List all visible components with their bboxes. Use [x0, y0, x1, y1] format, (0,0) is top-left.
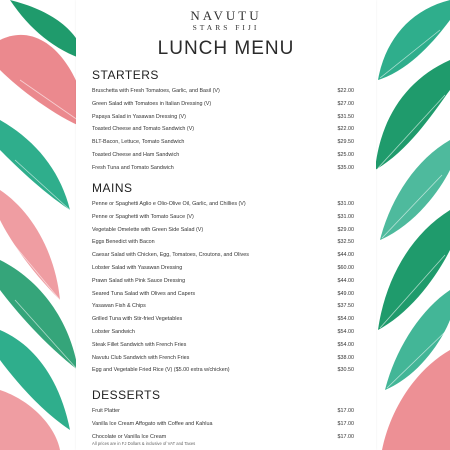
menu-card: [76, 0, 376, 450]
menu-item-name: Chocolate or Vanilla Ice Cream: [92, 434, 167, 441]
menu-item-price: $54.00: [337, 341, 354, 348]
menu-item-price: $17.00: [337, 421, 354, 428]
menu-item-row: [92, 339, 360, 351]
menu-item-name: Steak Fillet Sandwich with French Fries: [92, 341, 187, 348]
right-leaves: [375, 0, 450, 450]
menu-item-price: $17.00: [337, 434, 354, 441]
menu-item-name: Penne or Spaghetti with Tomato Sauce (V): [92, 213, 194, 220]
menu-item-name: Vegetable Omelette with Green Side Salad (V): [92, 226, 204, 233]
menu-item-price: $32.50: [337, 239, 354, 246]
menu-item-row: [92, 198, 360, 210]
menu-item-price: $54.00: [337, 316, 354, 323]
menu-item-row: [92, 85, 360, 97]
menu-item-name: BLT-Bacon, Lettuce, Tomato Sandwich: [92, 139, 185, 146]
menu-item-price: $44.00: [337, 277, 354, 284]
menu-item-price: $27.00: [337, 100, 354, 107]
menu-item-row: [92, 98, 360, 110]
menu-item-price: $22.00: [337, 126, 354, 133]
menu-item-name: Caesar Salad with Chicken, Egg, Tomatoes, Croutons, and Olives: [92, 252, 249, 259]
menu-item-price: $35.00: [337, 164, 354, 171]
menu-item-price: $37.50: [337, 303, 354, 310]
menu-item-price: $22.00: [337, 88, 354, 94]
menu-item-price: $30.50: [337, 367, 354, 374]
menu-item-price: $17.00: [337, 408, 354, 414]
menu-item-name: Yasawan Fish & Chips: [92, 303, 146, 310]
menu-item-row: [92, 300, 360, 312]
brand-name: NAVUTU: [190, 8, 262, 23]
menu-item-row: [92, 162, 360, 174]
menu-item-name: Papaya Salad in Yasawan Dressing (V): [92, 113, 186, 120]
menu-item-name: Seared Tuna Salad with Olives and Capers: [92, 290, 196, 297]
menu-item-price: $31.00: [337, 213, 354, 220]
menu-item-row: [92, 136, 360, 148]
menu-item-row: [92, 123, 360, 135]
menu-item-price: $31.00: [337, 201, 354, 207]
menu-item-name: Eggs Benedict with Bacon: [92, 239, 155, 246]
menu-item-price: $54.00: [337, 329, 354, 335]
menu-item-name: Grilled Tuna with Stir-fried Vegetables: [92, 316, 183, 323]
section-title-starters: STARTERS: [92, 68, 159, 82]
section-title-mains: MAINS: [92, 181, 133, 195]
menu-item-row: [92, 364, 360, 376]
menu-item-price: $29.50: [337, 139, 354, 146]
menu-item-name: Green Salad with Tomatoes in Italian Dressing (V): [92, 100, 212, 107]
menu-item-row: [92, 211, 360, 223]
section-title-desserts: DESSERTS: [92, 388, 161, 402]
menu-item-price: $49.00: [337, 290, 354, 297]
price-footnote: All prices are in FJ Dollars & inclusive of VAT and Taxes: [92, 441, 196, 446]
menu-item-name: Navutu Club Sandwich with French Fries: [92, 354, 190, 361]
menu-item-price: $31.50: [337, 113, 354, 120]
menu-item-row: [92, 352, 360, 364]
menu-item-name: Egg and Vegetable Fried Rice (V) ($5.00 extra w/chicken): [92, 367, 230, 374]
menu-item-name: Lobster Salad with Yasawan Dressing: [92, 265, 183, 271]
menu-item-row: [92, 149, 360, 161]
menu-item-price: $25.00: [337, 152, 354, 158]
menu-item-name: Fruit Platter: [92, 408, 120, 414]
menu-item-row: [92, 288, 360, 300]
menu-item-row: [92, 313, 360, 325]
menu-item-row: [92, 326, 360, 338]
menu-item-name: Bruschetta with Fresh Tomatoes, Garlic, and Basil (V): [92, 88, 220, 94]
menu-item-row: [92, 405, 360, 417]
menu-item-row: [92, 418, 360, 430]
menu-item-name: Penne or Spaghetti Aglio e Olio-Olive Oil, Garlic, and Chillies (V): [92, 201, 246, 207]
menu-item-price: $29.00: [337, 226, 354, 233]
menu-item-row: [92, 236, 360, 248]
brand-subtitle: STARS FIJI: [192, 23, 260, 32]
menu-item-row: [92, 262, 360, 274]
menu-item-name: Toasted Cheese and Ham Sandwich: [92, 152, 180, 158]
menu-item-row: [92, 275, 360, 287]
menu-item-name: Prawn Salad with Pink Sauce Dressing: [92, 277, 186, 284]
menu-item-price: $44.00: [337, 252, 354, 259]
menu-item-row: [92, 249, 360, 261]
menu-item-price: $60.00: [337, 265, 354, 271]
menu-item-name: Fresh Tuna and Tomato Sandwich: [92, 164, 174, 171]
menu-item-row: [92, 111, 360, 123]
menu-item-name: Vanilla Ice Cream Affogato with Coffee and Kahlua: [92, 421, 213, 428]
menu-item-name: Toasted Cheese and Tomato Sandwich (V): [92, 126, 195, 133]
menu-item-price: $38.00: [337, 354, 354, 361]
menu-item-name: Lobster Sandwich: [92, 329, 135, 335]
menu-item-row: [92, 224, 360, 236]
menu-title: LUNCH MENU: [157, 38, 295, 59]
